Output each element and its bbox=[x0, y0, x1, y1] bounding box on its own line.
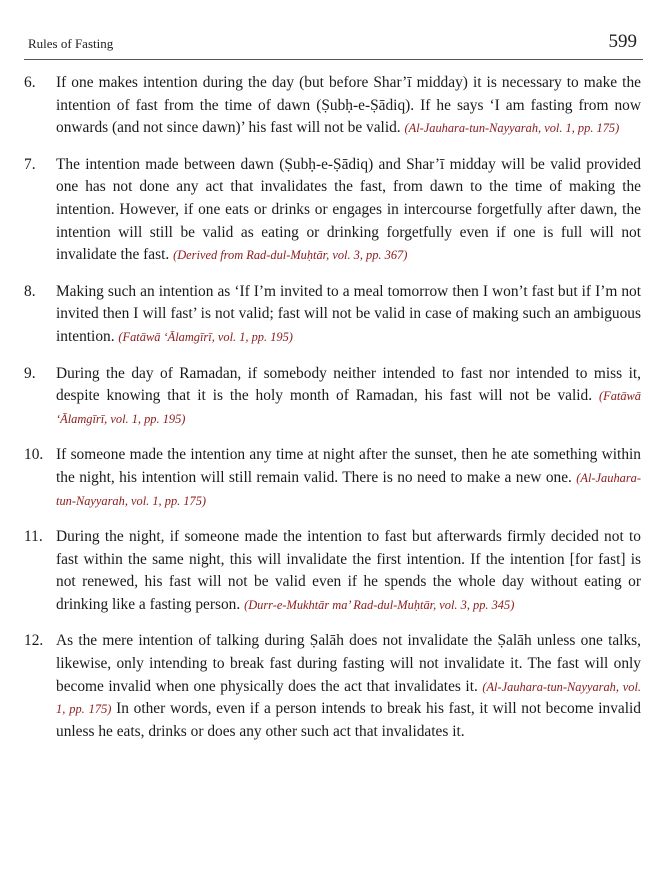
item-text: During the day of Ramadan, if somebody neither intended to fast nor intended to miss it, despite knowing that it is the holy month of Ramadan, his fast will not be valid. bbox=[56, 364, 641, 405]
rules-list bbox=[24, 72, 641, 757]
list-item bbox=[24, 72, 641, 140]
item-number: 9. bbox=[24, 364, 36, 382]
item-number: 7. bbox=[24, 155, 36, 173]
list-item bbox=[24, 154, 641, 267]
list-item bbox=[24, 526, 641, 616]
item-reference: (Durr-e-Mukhtār ma’ Rad-dul-Muḥtār, vol. 3, pp. 345) bbox=[244, 597, 515, 612]
item-number: 10. bbox=[24, 446, 44, 464]
page-number: 599 bbox=[608, 31, 637, 52]
item-number: 12. bbox=[24, 632, 44, 650]
item-reference: (Al-Jauhara-tun-Nayyarah, vol. 1, pp. 175) bbox=[56, 470, 641, 508]
list-item bbox=[24, 444, 641, 512]
list-item bbox=[24, 630, 641, 743]
item-reference: (Fatāwā ‘Ālamgīrī, vol. 1, pp. 195) bbox=[56, 389, 641, 426]
item-number: 11. bbox=[24, 528, 43, 546]
item-reference: (Derived from Rad-dul-Muḥtār, vol. 3, pp. 367) bbox=[173, 248, 408, 263]
item-reference: (Al-Jauhara-tun-Nayyarah, vol. 1, pp. 175) bbox=[56, 679, 641, 717]
item-text: During the night, if someone made the intention to fast but afterwards firmly decided not to fast within the same night, this will invalidate the first intention. If the intention [for fast] is not renewed, his fast will not be valid even if he spends the whole day without eating or drinking like a fasting person. bbox=[56, 528, 641, 613]
list-item bbox=[24, 363, 641, 431]
item-text: As the mere intention of talking during Ṣalāh does not invalidate the Ṣalāh unless one talks, likewise, only intending to break fast during fasting will not invalidate it. The fast will only become invalid when one physically does the act that invalidates it. bbox=[56, 632, 641, 695]
list-item bbox=[24, 281, 641, 349]
item-number: 6. bbox=[24, 74, 36, 91]
item-text: If someone made the intention any time at night after the sunset, then he ate something within the night, his intention will still remain valid. There is no need to make a new one. bbox=[56, 446, 641, 486]
header-rule bbox=[24, 59, 643, 60]
item-reference: (Fatāwā ‘Ālamgīrī, vol. 1, pp. 195) bbox=[118, 329, 293, 344]
item-number: 8. bbox=[24, 282, 36, 300]
item-reference: (Al-Jauhara-tun-Nayyarah, vol. 1, pp. 175) bbox=[404, 121, 620, 136]
item-text: Making such an intention as ‘If I’m invited to a meal tomorrow then I won’t fast but if I’m not invited then I will fast’ is not valid; fast will not be valid in case of making such an ambiguous intention. bbox=[56, 282, 641, 345]
item-text: The intention made between dawn (Ṣubḥ-e-Ṣādiq) and Shar’ī midday will be valid provided one has not done any act that invalidates the fast, from dawn to the time of making the intention. However, if one eats or drinks or engages in intercourse forgetfully after dawn, the intention will still be valid as eating or drinking forgetfully even if one is full will not invalidate the fast. bbox=[56, 155, 641, 264]
item-text: If one makes intention during the day (but before Shar’ī midday) it is necessary to make the intention of fast from the time of dawn (Ṣubḥ-e-Ṣādiq). If he says ‘I am fasting from now onwards (and not since dawn)’ his fast will not be valid. bbox=[56, 74, 641, 137]
item-text-continued: In other words, even if a person intends to break his fast, it will not become invalid unless he eats, drinks or does any other such act that invalidates it. bbox=[56, 700, 641, 740]
running-title: Rules of Fasting bbox=[28, 36, 114, 51]
